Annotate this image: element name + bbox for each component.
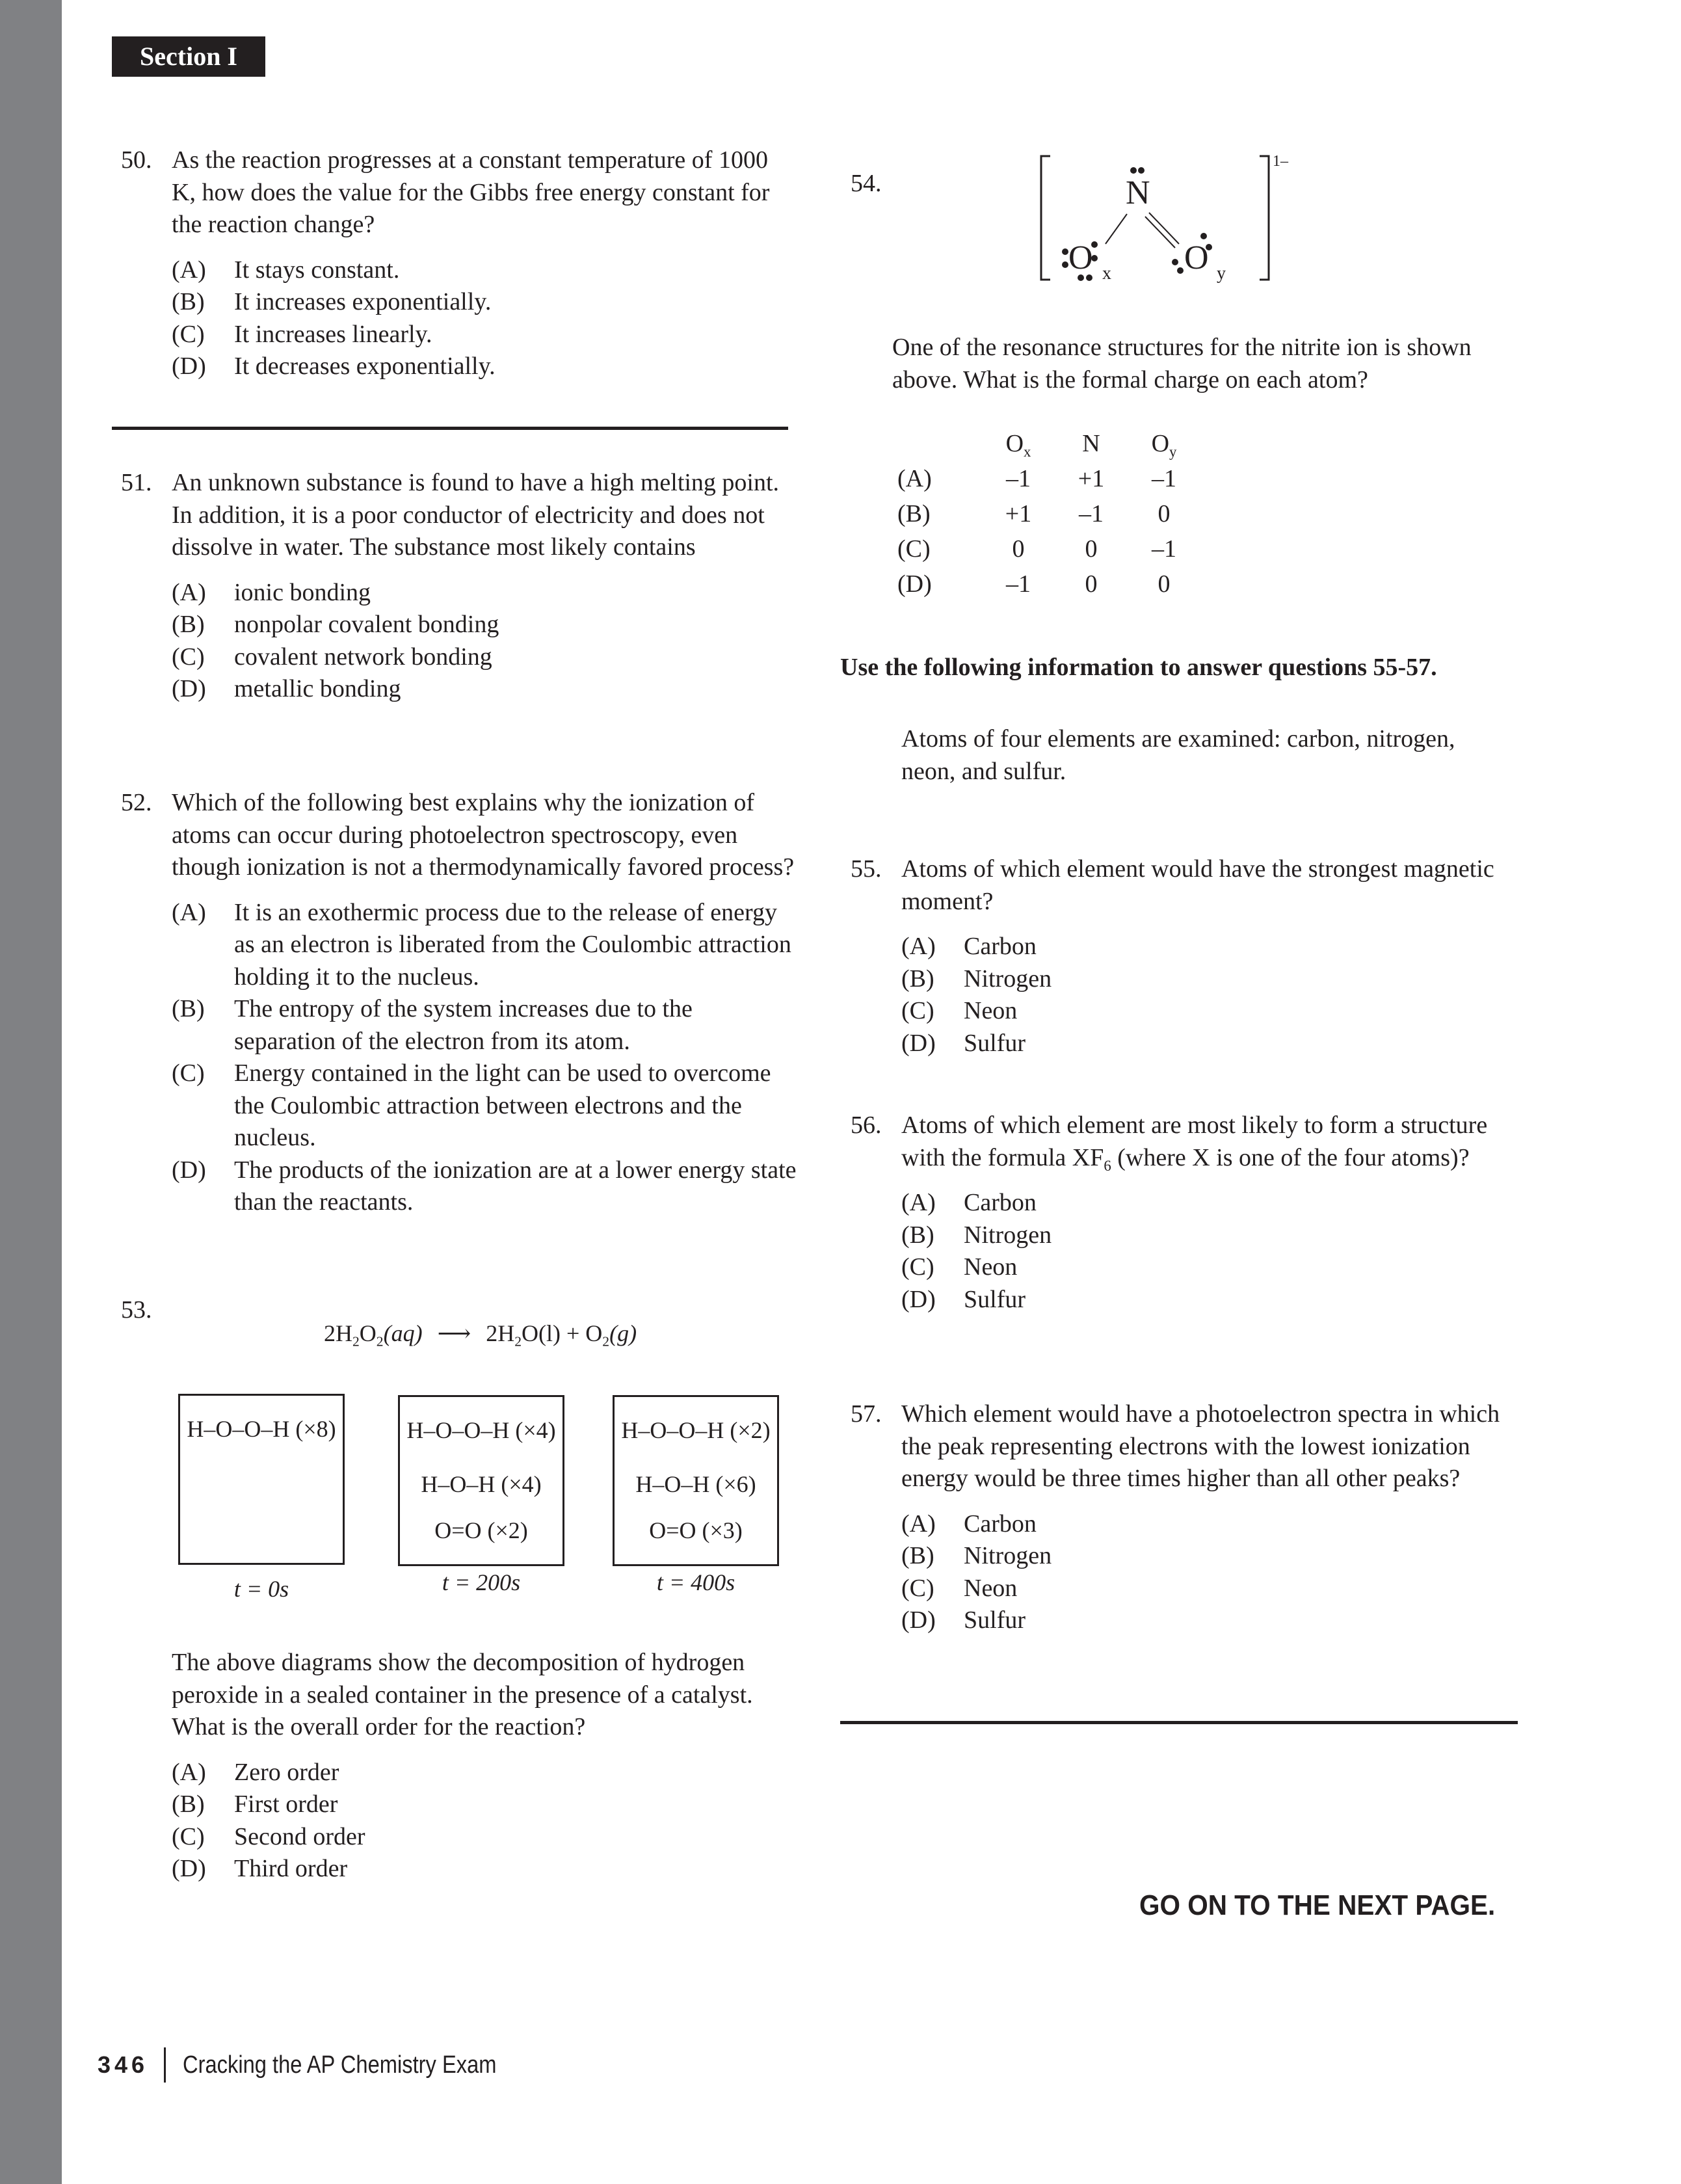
choice-b[interactable]: [172, 286, 784, 319]
table-cell: –1: [1152, 465, 1176, 492]
choice-text: Neon: [964, 997, 1018, 1024]
table-cell: 0: [1158, 500, 1171, 527]
atom-oy: O: [1184, 239, 1209, 276]
eq-part: 2H: [324, 1320, 352, 1346]
table-row-a[interactable]: [897, 461, 1200, 496]
choice-text: Third order: [234, 1855, 348, 1882]
container-box-t200: [398, 1395, 564, 1566]
choice-text: Nitrogen: [964, 1221, 1052, 1249]
choice-text: Zero order: [234, 1758, 339, 1786]
question-50: [121, 144, 784, 383]
eq-sub: 2: [352, 1333, 360, 1350]
page-number: 346: [98, 2051, 149, 2078]
choice-label: (C): [901, 997, 934, 1024]
eq-plus: +: [566, 1320, 580, 1346]
choice-d[interactable]: [172, 673, 797, 706]
table-cell: –1: [1006, 570, 1031, 598]
nitrite-lewis-structure: [1037, 153, 1291, 283]
choice-text: Carbon: [964, 1510, 1037, 1538]
question-51: [121, 467, 797, 706]
choice-label: (A): [901, 1510, 936, 1538]
choice-text: The products of the ionization are at a lower energy state than the reactants.: [234, 1156, 797, 1216]
eq-part: 2H: [486, 1320, 515, 1346]
question-text: Which element would have a photoelectron spectra in which the peak representing electrons with the lowest ionization energy would be three times higher than all other peaks?: [901, 1400, 1500, 1492]
choice-c[interactable]: [172, 641, 797, 674]
table-cell: –1: [1006, 465, 1031, 492]
choice-label: (A): [172, 898, 206, 926]
choice-b[interactable]: [901, 963, 1507, 996]
choice-text: ionic bonding: [234, 578, 371, 606]
go-on-next-page: GO ON TO THE NEXT PAGE.: [1139, 1889, 1496, 1921]
choice-d[interactable]: [172, 1154, 797, 1219]
choice-label: (D): [901, 1606, 936, 1634]
column-header: $O_y$: [1151, 430, 1177, 460]
question-text: The above diagrams show the decomposition of hydrogen peroxide in a sealed container in the presence of a catalyst. What is the overall order for the reaction?: [172, 1649, 753, 1740]
choice-text: Nitrogen: [964, 1542, 1052, 1569]
reaction-arrow-icon: ⟶: [437, 1320, 471, 1346]
formal-charge-table: [897, 426, 1200, 602]
choice-a[interactable]: [901, 1508, 1507, 1541]
question-56: [851, 1110, 1507, 1316]
molecule-line: H–O–O–H (×4): [406, 1417, 556, 1443]
choice-d[interactable]: [901, 1028, 1507, 1060]
choice-text: nonpolar covalent bonding: [234, 611, 499, 638]
eq-part: O(l): [521, 1320, 561, 1346]
table-cell: –1: [1079, 500, 1104, 527]
container-box-t0: [178, 1394, 345, 1565]
molecule-line: H–O–O–H (×2): [621, 1417, 771, 1443]
atom-n: N: [1126, 174, 1150, 211]
choice-text: It decreases exponentially.: [234, 353, 496, 380]
section-label: Section I: [112, 36, 265, 77]
choice-label: (A): [172, 1758, 206, 1786]
question-54: [892, 332, 1490, 396]
choice-label: (D): [172, 1156, 206, 1184]
table-cell: –1: [1152, 535, 1176, 563]
table-cell: 0: [1012, 535, 1025, 563]
choice-c[interactable]: [172, 1821, 797, 1854]
page-footer: [98, 2047, 548, 2083]
choice-label: (B): [172, 1791, 205, 1818]
choice-label: (C): [172, 643, 205, 671]
choice-a[interactable]: [172, 1757, 797, 1789]
answer-choices: [172, 897, 797, 1219]
table-row-c[interactable]: [897, 531, 1200, 566]
choice-text: The entropy of the system increases due to the separation of the electron from its atom.: [234, 995, 693, 1055]
choice-b[interactable]: [901, 1219, 1507, 1252]
question-text: An unknown substance is found to have a high melting point. In addition, it is a poor conductor of electricity and does not dissolve in water. The substance most likely contains: [172, 469, 780, 561]
question-text: Which of the following best explains why the ionization of atoms can occur during photoelectron spectroscopy, even though ionization is not a thermodynamically favored process?: [172, 789, 795, 881]
choice-text: It increases exponentially.: [234, 288, 492, 315]
choice-a[interactable]: [901, 931, 1507, 963]
divider: [840, 1721, 1518, 1724]
choice-label: (D): [172, 353, 206, 380]
choice-text: Sulfur: [964, 1606, 1026, 1634]
choice-label: (B): [172, 995, 205, 1022]
question-57: [851, 1398, 1507, 1637]
container-box-t400: [613, 1395, 779, 1566]
book-title: Cracking the AP Chemistry Exam: [183, 2051, 497, 2079]
choice-label: (C): [172, 320, 205, 348]
question-number: 50.: [121, 146, 152, 174]
molecule-line: H–O–H (×4): [421, 1471, 542, 1497]
table-cell: 0: [1085, 570, 1098, 598]
choice-label: (B): [897, 500, 931, 527]
choice-label: (B): [172, 611, 205, 638]
choice-c[interactable]: [901, 995, 1507, 1028]
answer-choices: [172, 254, 784, 383]
eq-part: O: [359, 1320, 377, 1346]
choice-label: (C): [897, 535, 931, 563]
question-53: [121, 1647, 797, 1885]
choice-label: (A): [901, 1189, 936, 1216]
question-number: 55.: [851, 855, 882, 883]
choice-text: It is an exothermic process due to the release of energy as an electron is liberated from the Coulombic attraction holding it to the nucleus.: [234, 898, 791, 991]
question-53-number: [121, 1294, 152, 1327]
choice-a[interactable]: [172, 254, 784, 287]
choice-d[interactable]: [901, 1605, 1507, 1637]
molecule-line: H–O–H (×6): [635, 1471, 756, 1497]
answer-choices: [172, 577, 797, 706]
choice-text: Sulfur: [964, 1029, 1026, 1057]
ion-charge: 1–: [1273, 153, 1288, 170]
choice-a[interactable]: [172, 577, 797, 609]
divider: [112, 427, 788, 430]
choice-d[interactable]: [172, 351, 784, 383]
choice-label: (B): [901, 1542, 934, 1569]
choice-label: (B): [901, 965, 934, 992]
choice-b[interactable]: [172, 609, 797, 641]
choice-label: (C): [901, 1253, 934, 1281]
table-cell: +1: [1005, 500, 1032, 527]
question-text: Atoms of which element would have the strongest magnetic moment?: [901, 855, 1494, 915]
choice-text: It stays constant.: [234, 256, 400, 284]
choice-text: Second order: [234, 1822, 365, 1850]
atom-oy-subscript: y: [1217, 263, 1226, 284]
question-number: 54.: [851, 170, 882, 197]
choice-c[interactable]: [901, 1573, 1507, 1605]
table-header: [897, 426, 1200, 461]
question-text: One of the resonance structures for the nitrite ion is shown above. What is the formal charge on each atom?: [892, 334, 1472, 393]
choice-label: (A): [172, 256, 206, 284]
answer-choices: [172, 1757, 797, 1885]
molecule-line: O=O (×2): [434, 1517, 528, 1543]
choice-label: (B): [172, 288, 205, 315]
info-heading: Use the following information to answer questions 55-57.: [840, 654, 1437, 681]
eq-sub: 2: [514, 1333, 522, 1350]
time-label-t200: t = 200s: [442, 1569, 521, 1595]
question-number: 57.: [851, 1400, 882, 1428]
choice-label: (D): [897, 570, 932, 598]
choice-c[interactable]: [901, 1251, 1507, 1284]
answer-choices: [901, 1187, 1507, 1316]
choice-text: First order: [234, 1791, 338, 1818]
table-cell: +1: [1078, 465, 1105, 492]
choice-c[interactable]: [172, 319, 784, 351]
choice-text: Carbon: [964, 1189, 1037, 1216]
choice-b[interactable]: [172, 993, 797, 1058]
column-header: $O_x$: [1005, 430, 1031, 460]
question-number: 52.: [121, 789, 152, 816]
choice-text: Nitrogen: [964, 965, 1052, 992]
choice-text: Carbon: [964, 933, 1037, 960]
choice-d[interactable]: [901, 1284, 1507, 1316]
choice-label: (A): [172, 578, 206, 606]
time-label-t0: t = 0s: [233, 1576, 289, 1602]
choice-c[interactable]: [172, 1058, 797, 1154]
choice-text: It increases linearly.: [234, 320, 432, 348]
table-row-d[interactable]: [897, 566, 1200, 602]
choice-text: Sulfur: [964, 1285, 1026, 1313]
question-number: 53.: [121, 1296, 152, 1324]
answer-choices: [901, 1508, 1507, 1637]
choice-a[interactable]: [172, 897, 797, 994]
choice-label: (D): [901, 1285, 936, 1313]
choice-text: Energy contained in the light can be used to overcome the Coulombic attraction between electrons and the nucleus.: [234, 1059, 771, 1151]
choice-b[interactable]: [901, 1540, 1507, 1573]
choice-text: metallic bonding: [234, 675, 401, 702]
choice-label: (C): [172, 1822, 205, 1850]
choice-label: (C): [172, 1059, 205, 1087]
answer-choices: [901, 931, 1507, 1059]
eq-part: O: [585, 1320, 603, 1346]
eq-state: (aq): [383, 1320, 423, 1346]
info-passage: [901, 723, 1506, 788]
atom-ox: O: [1068, 239, 1093, 276]
question-number: 56.: [851, 1112, 882, 1139]
choice-label: (D): [172, 1855, 206, 1882]
eq-state: (g): [609, 1320, 637, 1346]
question-54-number: [851, 168, 882, 200]
eq-sub: 2: [602, 1333, 610, 1350]
molecule-line: H–O–O–H (×8): [187, 1416, 336, 1442]
question-text: Atoms of which element are most likely to form a structure with the formula $XF_6$ (where X is one of the four atoms)?: [901, 1112, 1488, 1174]
footer-separator: [164, 2047, 166, 2083]
table-cell: 0: [1158, 570, 1171, 598]
column-header: N: [1082, 430, 1100, 457]
choice-text: Neon: [964, 1574, 1018, 1602]
question-52: [121, 787, 797, 1219]
question-55: [851, 853, 1507, 1059]
choice-b[interactable]: [172, 1789, 797, 1821]
question-text: As the reaction progresses at a constant temperature of 1000 K, how does the value for the Gibbs free energy constant for the reaction change?: [172, 146, 770, 238]
choice-a[interactable]: [901, 1187, 1507, 1219]
molecule-line: O=O (×3): [649, 1517, 743, 1543]
choice-label: (A): [901, 933, 936, 960]
choice-text: Neon: [964, 1253, 1018, 1281]
table-cell: 0: [1085, 535, 1098, 563]
choice-label: (D): [172, 675, 206, 702]
question-number: 51.: [121, 469, 152, 496]
choice-label: (B): [901, 1221, 934, 1249]
choice-label: (D): [901, 1029, 936, 1057]
time-label-t400: t = 400s: [656, 1569, 735, 1595]
table-row-b[interactable]: [897, 496, 1200, 531]
eq-sub: 2: [376, 1333, 384, 1350]
choice-label: (C): [901, 1574, 934, 1602]
reaction-equation: [324, 1318, 637, 1350]
passage-text: Atoms of four elements are examined: carbon, nitrogen, neon, and sulfur.: [901, 725, 1455, 785]
choice-label: (A): [897, 465, 932, 492]
side-margin-bar: [0, 0, 62, 2184]
atom-ox-subscript: x: [1102, 263, 1111, 284]
choice-text: covalent network bonding: [234, 643, 492, 671]
choice-d[interactable]: [172, 1853, 797, 1885]
